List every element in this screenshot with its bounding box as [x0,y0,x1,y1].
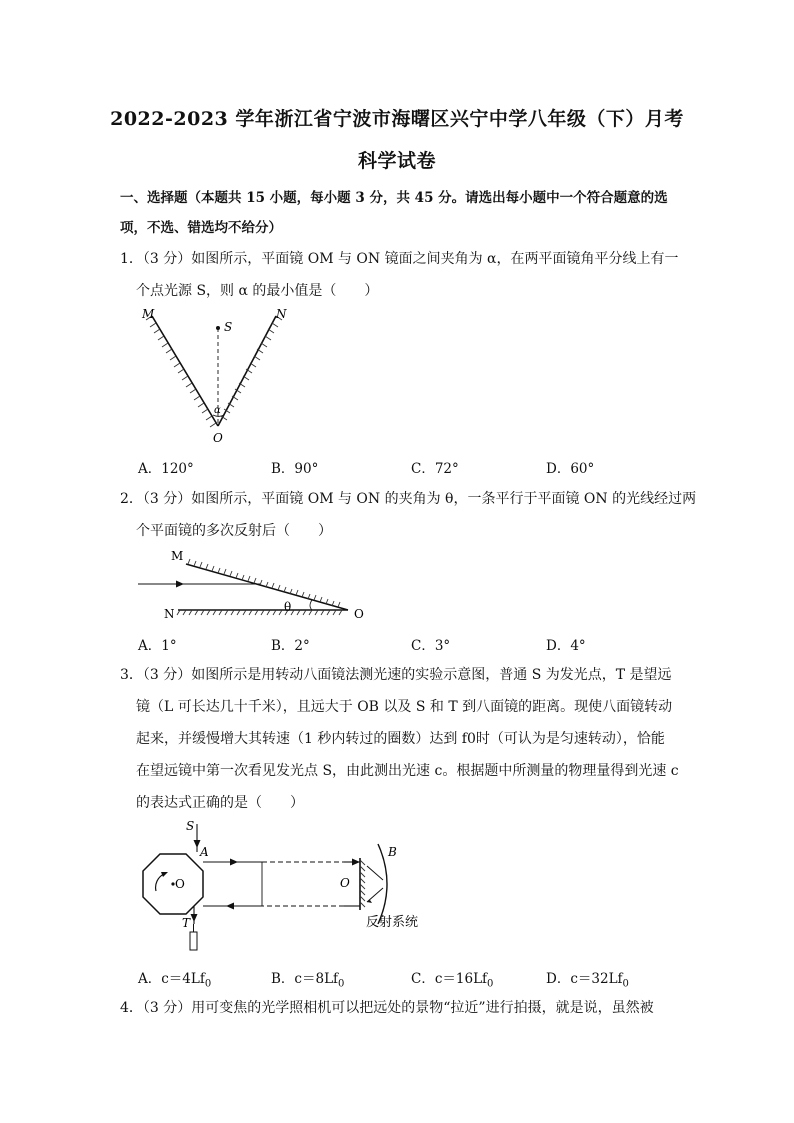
page-title: 2022-2023 学年浙江省宁波市海曙区兴宁中学八年级（下）月考 [110,108,684,130]
label-s: S [186,819,195,833]
ray-arrow [176,581,184,588]
q3-text-cont-4: 的表达式正确的是（ ） [136,795,304,811]
q3-option-a[interactable]: A．$c=4Lf_0$ [138,971,212,990]
section-heading: 一、选择题（本题共 15 小题，每小题 3 分，共 45 分。请选出每小题中一个符合题意的选 [120,190,668,206]
q2-text-cont: 个平面镜的多次反射后（ ） [136,523,332,539]
label-t: T [182,916,191,930]
section-heading-cont: 项，不选、错选均不给分） [120,220,282,236]
telescope [190,932,197,950]
q2-option-a[interactable]: A．1° [138,638,177,654]
q1-option-b[interactable]: B．90° [271,461,319,477]
label-o: O [213,431,223,445]
q3-text-cont-2: 起来，并缓慢增大其转速（1 秒内转过的圈数）达到 f0时（可认为是匀速转动），恰能 [136,731,665,747]
q2-option-d[interactable]: D．4° [546,638,586,654]
q1-figure [138,306,298,446]
mirror-om [186,564,348,610]
label-m: M [171,549,184,563]
q2-text: 2．（3 分）如图所示，平面镜 OM 与 ON 的夹角为 θ，一条平行于平面镜 ON 的光线经过两 [120,491,697,507]
label-s: S [224,320,233,334]
q3-figure [134,814,434,958]
label-b: B [388,845,397,859]
label-o-octagon: O [175,877,185,891]
q3-option-d[interactable]: D．$c=32Lf_0$ [546,971,629,990]
label-alpha: α [214,405,221,416]
q2-option-b[interactable]: B．2° [271,638,310,654]
q4-text: 4．（3 分）用可变焦的光学照相机可以把远处的景物“拉近”进行拍摄，就是说，虽然被 [120,1000,654,1016]
q3-text-cont-3: 在望远镜中第一次看见发光点 S，由此测出光速 c。根据题中所测量的物理量得到光速 c [136,763,679,779]
label-o: O [354,607,364,621]
label-n: N [276,307,287,321]
q3-option-b[interactable]: B．$c=8Lf_0$ [271,971,345,990]
label-a: A [200,845,209,859]
label-theta: θ [284,600,292,614]
label-o-system: O [340,876,350,890]
q2-option-c[interactable]: C．3° [411,638,451,654]
concave-mirror [378,844,387,924]
q1-option-a[interactable]: A．120° [138,461,194,477]
q3-text-cont-1: 镜（L 可长达几十千米），且远大于 OB 以及 S 和 T 到八面镜的距离。现使八面镜转动 [136,699,673,715]
reflection-system-caption: 反射系统 [366,915,419,930]
page-subtitle: 科学试卷 [357,150,436,172]
q3-option-c[interactable]: C．$c=16Lf_0$ [411,971,494,990]
point-source-s [216,326,220,330]
label-m: M [142,307,155,321]
q1-text-cont: 个点光源 S，则 α 的最小值是（ ） [136,283,379,299]
q1-text: 1．（3 分）如图所示，平面镜 OM 与 ON 镜面之间夹角为 α，在两平面镜角平分线上有一 [120,251,679,267]
q3-text: 3．（3 分）如图所示是用转动八面镜法测光速的实验示意图，普通 S 为发光点，T 是望远 [120,667,672,683]
label-n: N [164,607,175,621]
theta-arc [310,600,312,610]
mirror-om [152,316,218,426]
q2-figure [136,546,376,626]
q1-option-d[interactable]: D．60° [546,461,595,477]
q1-option-c[interactable]: C．72° [411,461,459,477]
